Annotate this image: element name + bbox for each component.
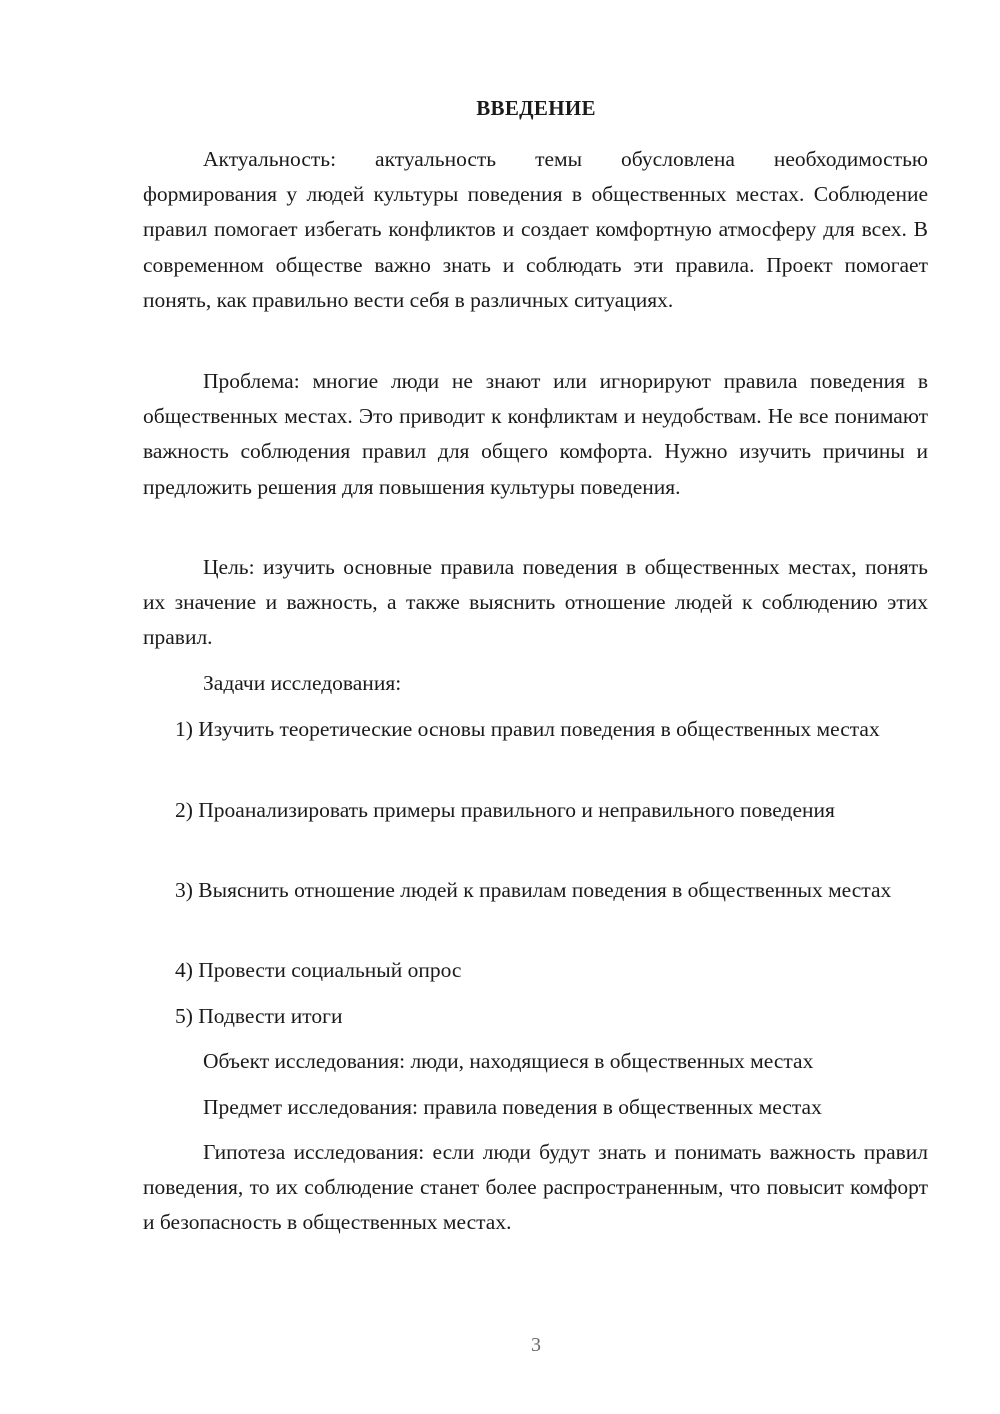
paragraph-object: Объект исследования: люди, находящиеся в общественных местах [203,1049,814,1073]
list-item: 1) Изучить теоретические основы правил поведения в общественных местах [175,717,880,741]
list-item: 2) Проанализировать примеры правильного и неправильного поведения [175,798,835,822]
list-item: 4) Провести социальный опрос [175,958,462,982]
paragraph-problem: Проблема: многие люди не знают или игнорируют правила поведения в общественных местах. Это приводит к конфликтам и неудобствам. Не все понимают важность соблюдения правил для общего комфорта. Нужно изучить причины и предложить решения для повышения культуры поведения. [143,369,928,499]
list-item: 5) Подвести итоги [175,1004,343,1028]
list-item: 3) Выяснить отношение людей к правилам поведения в общественных местах [175,878,892,902]
page-number: 3 [531,1334,541,1356]
paragraph-subject: Предмет исследования: правила поведения в общественных местах [203,1095,822,1119]
page-title: ВВЕДЕНИЕ [476,96,596,120]
paragraph-hypothesis: Гипотеза исследования: если люди будут знать и понимать важность правил поведения, то их соблюдение станет более распространенным, что повысит комфорт и безопасность в общественных местах. [143,1140,928,1235]
paragraph-relevance: Актуальность: актуальность темы обусловлена необходимостью формирования у людей культуры поведения в общественных местах. Соблюдение правил помогает избегать конфликтов и создает комфортную атмосферу для всех. В современном обществе важно знать и соблюдать эти правила. Проект помогает понять, как правильно вести себя в различных ситуациях. [143,147,928,312]
tasks-title: Задачи исследования: [203,671,402,695]
paragraph-goal: Цель: изучить основные правила поведения в общественных местах, понять их значение и важность, а также выяснить отношение людей к соблюдению этих правил. [143,555,928,650]
